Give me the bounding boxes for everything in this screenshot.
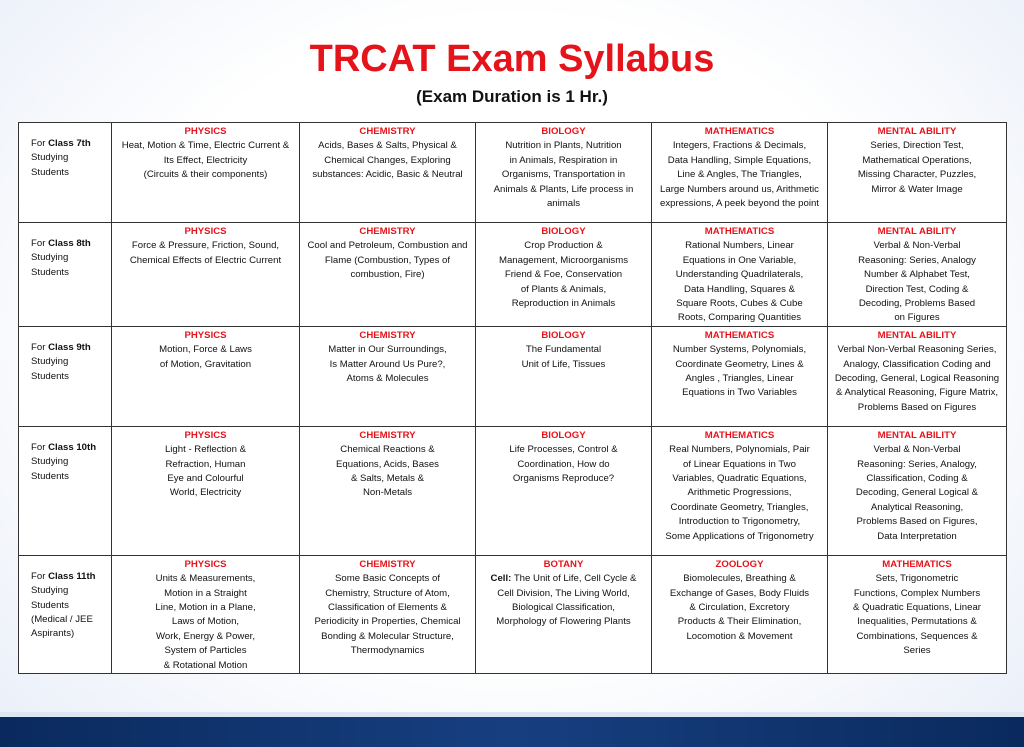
class-cell: For Class 8th Studying Students bbox=[19, 223, 112, 327]
subject-heading: MENTAL ABILITY bbox=[877, 329, 957, 341]
table-row-class-9 bbox=[19, 326, 1007, 426]
topics-text: Verbal Non-Verbal Reasoning Series, Analogy, Classification Coding and Decoding, General, Logical Reasoning & Analytical Reasoning, Figure Matrix, Problems Based on Figures bbox=[834, 344, 1000, 413]
subject-heading: CHEMISTRY bbox=[359, 126, 416, 137]
mental-ability-cell bbox=[828, 123, 1007, 223]
mathematics-cell bbox=[652, 223, 828, 327]
topics-text: Rational Numbers, Linear Equations in One Variable, Understanding Quadrilaterals, Data Handling, Squares & Square Roots, Cubes & Cube Roots, Comparing Quantities bbox=[675, 240, 804, 324]
class-name: Class 8th bbox=[48, 238, 91, 249]
mathematics-cell bbox=[652, 123, 828, 223]
biology-cell bbox=[476, 223, 652, 327]
subject-heading: CHEMISTRY bbox=[359, 429, 416, 441]
chemistry-cell bbox=[300, 326, 476, 426]
physics-cell bbox=[112, 555, 300, 673]
biology-cell bbox=[476, 326, 652, 426]
topics-text: Heat, Motion & Time, Electric Current & Its Effect, Electricity (Circuits & their components) bbox=[121, 140, 290, 181]
subject-heading: PHYSICS bbox=[184, 429, 227, 441]
table-row-class-11 bbox=[19, 555, 1007, 673]
chemistry-cell bbox=[300, 123, 476, 223]
mathematics-cell bbox=[652, 326, 828, 426]
biology-cell bbox=[476, 426, 652, 555]
topics-text: Force & Pressure, Friction, Sound, Chemical Effects of Electric Current bbox=[129, 240, 282, 266]
subject-heading: CHEMISTRY bbox=[359, 329, 416, 341]
class-cell: For Class 10th Studying Students bbox=[19, 426, 112, 555]
topics-text: Sets, Trigonometric Functions, Complex Numbers & Quadratic Equations, Linear Inequalities, Permutations & Combinations, Sequences & Series bbox=[853, 573, 981, 657]
topics-text: Integers, Fractions & Decimals, Data Handling, Simple Equations, Line & Angles, The Triangles, Large Numbers around us, Arithmetic expressions, A peek beyond the point bbox=[660, 140, 819, 210]
table-row-class-8 bbox=[19, 223, 1007, 327]
mental-ability-cell bbox=[828, 326, 1007, 426]
exam-duration-subtitle: (Exam Duration is 1 Hr.) bbox=[416, 87, 608, 106]
topics-text: Biomolecules, Breathing & Exchange of Gases, Body Fluids & Circulation, Excretory Products & Their Elimination, Locomotion & Movement bbox=[669, 573, 810, 642]
table-row-class-10 bbox=[19, 426, 1007, 555]
topics-text: Matter in Our Surroundings, Is Matter Around Us Pure?, Atoms & Molecules bbox=[328, 344, 447, 385]
footer-bar bbox=[0, 717, 1024, 747]
botany-cell bbox=[476, 555, 652, 673]
subject-heading: MATHEMATICS bbox=[704, 429, 775, 441]
topics-text: Units & Measurements, Motion in a Straight Line, Motion in a Plane, Laws of Motion, Work, Energy & Power, System of Particles & Rotational Motion bbox=[155, 573, 256, 671]
chemistry-cell bbox=[300, 426, 476, 555]
physics-cell bbox=[112, 223, 300, 327]
chemistry-cell bbox=[300, 555, 476, 673]
subject-heading: BOTANY bbox=[543, 558, 584, 570]
class-name: Class 9th bbox=[48, 341, 91, 353]
mental-ability-cell bbox=[828, 426, 1007, 555]
biology-cell bbox=[476, 123, 652, 223]
class-name: Class 10th bbox=[48, 441, 97, 453]
topics-text: Real Numbers, Polynomials, Pair of Linear Equations in Two Variables, Quadratic Equations, Arithmetic Progressions, Coordinate Geometry, Triangles, Introduction to Trigonometry, Some Applications of Trigonometry bbox=[665, 444, 814, 542]
subject-heading: BIOLOGY bbox=[541, 329, 586, 341]
topics-text: Life Processes, Control & Coordination, How do Organisms Reproduce? bbox=[509, 444, 618, 485]
class-cell: For Class 11th Studying Students (Medical / JEE Aspirants) bbox=[19, 555, 112, 673]
mental-ability-cell bbox=[828, 223, 1007, 327]
syllabus-table bbox=[18, 122, 1007, 674]
subject-heading: ZOOLOGY bbox=[715, 558, 764, 570]
subject-heading: MATHEMATICS bbox=[882, 558, 952, 570]
topics-text: The Fundamental Unit of Life, Tissues bbox=[521, 344, 606, 370]
topics-text: Cool and Petroleum, Combustion and Flame (Combustion, Types of combustion, Fire) bbox=[307, 240, 468, 281]
subject-heading: PHYSICS bbox=[184, 226, 227, 237]
subject-heading: MENTAL ABILITY bbox=[877, 226, 957, 237]
subject-heading: PHYSICS bbox=[184, 558, 227, 570]
physics-cell bbox=[112, 426, 300, 555]
physics-cell bbox=[112, 123, 300, 223]
subject-heading: BIOLOGY bbox=[541, 126, 586, 137]
subject-heading: MENTAL ABILITY bbox=[877, 126, 957, 137]
topics-text: Chemical Reactions & Equations, Acids, Bases & Salts, Metals & Non-Metals bbox=[336, 444, 439, 499]
subject-heading: MATHEMATICS bbox=[704, 329, 775, 341]
subject-heading: CHEMISTRY bbox=[359, 226, 416, 237]
class-cell: For Class 7th Studying Students bbox=[19, 123, 112, 223]
zoology-cell bbox=[652, 555, 828, 673]
subject-heading: PHYSICS bbox=[184, 126, 227, 137]
topics-text: Some Basic Concepts of Chemistry, Structure of Atom, Classification of Elements & Periodicity in Properties, Chemical Bonding & Molecular Structure, Thermodynamics bbox=[314, 573, 461, 657]
topic-lead: Cell: bbox=[490, 573, 512, 585]
topics-text: Crop Production & Management, Microorganisms Friend & Foe, Conservation of Plants & Animals, Reproduction in Animals bbox=[498, 240, 629, 310]
class-name: Class 7th bbox=[48, 138, 91, 149]
topics-text: Cell: The Unit of Life, Cell Cycle & Cell Division, The Living World, Biological Classification, Morphology of Flowering Plants bbox=[490, 573, 637, 628]
mathematics-cell bbox=[828, 555, 1007, 673]
subject-heading: MENTAL ABILITY bbox=[877, 429, 957, 441]
class-name: Class 11th bbox=[48, 570, 96, 582]
topics-text: Series, Direction Test, Mathematical Operations, Missing Character, Puzzles, Mirror & Water Image bbox=[857, 140, 977, 195]
page-title: TRCAT Exam Syllabus bbox=[309, 38, 715, 80]
topics-text: Light - Reflection & Refraction, Human Eye and Colourful World, Electricity bbox=[164, 444, 247, 499]
class-cell: For Class 9th Studying Students bbox=[19, 326, 112, 426]
topics-text: Verbal & Non-Verbal Reasoning: Series, Analogy, Classification, Coding & Decoding, General Logical & Analytical Reasoning, Problems Based on Figures, Data Interpretation bbox=[855, 444, 979, 542]
table-row-class-7 bbox=[19, 123, 1007, 223]
subject-heading: MATHEMATICS bbox=[704, 126, 775, 137]
subject-heading: BIOLOGY bbox=[541, 429, 586, 441]
topics-text: Acids, Bases & Salts, Physical & Chemical Changes, Exploring substances: Acidic, Basic & Neutral bbox=[312, 140, 463, 181]
physics-cell bbox=[112, 326, 300, 426]
topics-text: Verbal & Non-Verbal Reasoning: Series, Analogy Number & Alphabet Test, Direction Test, Coding & Decoding, Problems Based on Figures bbox=[858, 240, 976, 324]
subject-heading: CHEMISTRY bbox=[359, 558, 416, 570]
subject-heading: PHYSICS bbox=[184, 329, 227, 341]
topics-text: Number Systems, Polynomials, Coordinate Geometry, Lines & Angles , Triangles, Linear Equations in Two Variables bbox=[672, 344, 807, 399]
subject-heading: BIOLOGY bbox=[541, 226, 586, 237]
chemistry-cell bbox=[300, 223, 476, 327]
mathematics-cell bbox=[652, 426, 828, 555]
topics-text: Nutrition in Plants, Nutrition in Animals, Respiration in Organisms, Transportation in Animals & Plants, Life process in animals bbox=[493, 140, 634, 210]
subject-heading: MATHEMATICS bbox=[704, 226, 775, 237]
topics-text: Motion, Force & Laws of Motion, Gravitation bbox=[159, 344, 252, 370]
